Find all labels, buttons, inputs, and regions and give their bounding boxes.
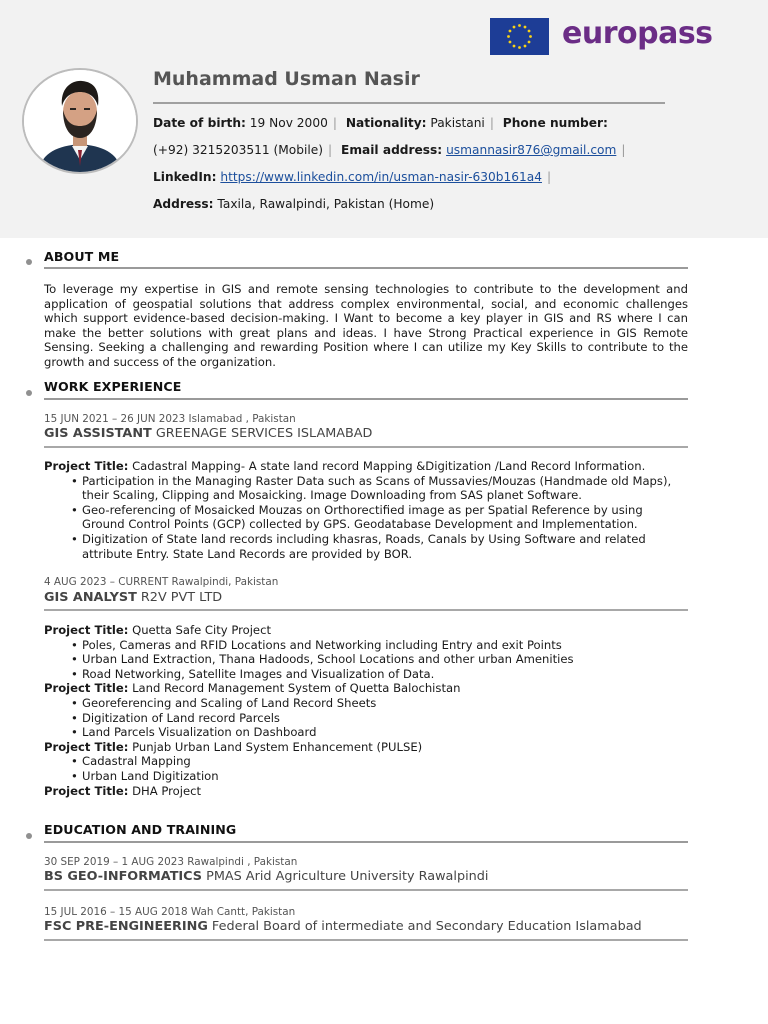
section-bullet xyxy=(26,259,32,265)
job-employer: R2V PVT LTD xyxy=(140,590,223,605)
project-title: Punjab Urban Land System Enhancement (PULSE) xyxy=(132,739,423,754)
project-title: Land Record Management System of Quetta Balochistan xyxy=(132,681,461,696)
education-degree: BS GEO-INFORMATICS xyxy=(44,869,203,884)
section-divider xyxy=(44,398,688,400)
education-institution: PMAS Arid Agriculture University Rawalpindi xyxy=(206,869,489,884)
project-bullets xyxy=(44,474,688,562)
project-title-line xyxy=(44,740,688,755)
project-title-line xyxy=(44,459,688,474)
project-title: Quetta Safe City Project xyxy=(132,623,271,637)
entry-divider xyxy=(44,889,688,891)
job-2-projects xyxy=(44,623,688,798)
job-meta: 15 JUN 2021 – 26 JUN 2023 Islamabad , Pakistan xyxy=(44,413,296,425)
list-item: • Digitization of State land records including khasras, Roads, Canals by Using Software and related attribute Entry. State Land Records are provided by BOR. xyxy=(71,531,646,561)
nationality-value: Pakistani xyxy=(430,116,485,130)
project-title-line xyxy=(44,623,688,638)
flag-star xyxy=(509,30,512,33)
email-label: Email address: xyxy=(341,143,443,157)
education-meta: 15 JUL 2016 – 15 AUG 2018 Wah Cantt, Pakistan xyxy=(44,906,296,918)
list-item: • Geo-referencing of Mosaicked Mouzas on Orthorectified image as per Spatial Reference by using Ground Control Points (GCP) collected by GPS. Geodatabase Development and Implementation. xyxy=(71,502,643,532)
list-item: • Urban Land Digitization xyxy=(71,768,219,783)
entry-divider xyxy=(44,446,688,448)
list-item: • Georeferencing and Scaling of Land Record Sheets xyxy=(71,695,377,710)
project-label: Project Title: xyxy=(44,623,129,637)
separator: | xyxy=(489,116,494,130)
linkedin-label: LinkedIn: xyxy=(153,170,217,184)
job-role: GIS ANALYST xyxy=(44,590,137,605)
job-meta: 4 AUG 2023 – CURRENT Rawalpindi, Pakistan xyxy=(44,576,279,588)
job-employer: GREENAGE SERVICES ISLAMABAD xyxy=(155,426,373,441)
list-item: • Poles, Cameras and RFID Locations and Networking including Entry and exit Points xyxy=(71,637,562,652)
project-label: Project Title: xyxy=(44,681,129,696)
separator: | xyxy=(546,170,552,184)
job-role: GIS ASSISTANT xyxy=(44,426,152,441)
list-item: • Cadastral Mapping xyxy=(71,754,191,769)
project-title: Cadastral Mapping- A state land record Mapping &Digitization /Land Record Information. xyxy=(132,459,646,473)
separator: | xyxy=(332,116,337,130)
entry-divider xyxy=(44,609,688,611)
project-bullets xyxy=(44,638,688,682)
section-divider xyxy=(44,267,688,269)
project-title: DHA Project xyxy=(132,783,201,798)
section-title-education: EDUCATION AND TRAINING xyxy=(44,822,237,837)
dob-label: Date of birth: xyxy=(153,116,246,130)
job-1-projects xyxy=(44,459,688,561)
flag-star xyxy=(529,35,532,38)
education-institution: Federal Board of intermediate and Secondary Education Islamabad xyxy=(211,919,642,934)
address-value: Taxila, Rawalpindi, Pakistan (Home) xyxy=(217,197,435,211)
list-item: • Road Networking, Satellite Images and Visualization of Data. xyxy=(71,666,435,681)
email-link[interactable]: usmannasir876@gmail.com xyxy=(446,143,617,157)
flag-star xyxy=(518,24,521,27)
section-bullet xyxy=(26,390,32,396)
entry-divider xyxy=(44,939,688,941)
flag-star xyxy=(528,30,531,33)
phone-value: (+92) 3215203511 (Mobile) xyxy=(153,143,324,157)
project-label: Project Title: xyxy=(44,783,129,798)
linkedin-link[interactable]: https://www.linkedin.com/in/usman-nasir-630b161a4 xyxy=(220,170,542,184)
education-title xyxy=(44,869,488,884)
education-degree: FSC PRE-ENGINEERING xyxy=(44,919,208,934)
education-title xyxy=(44,919,642,934)
job-title xyxy=(44,590,222,605)
section-divider xyxy=(44,841,688,843)
flag-star xyxy=(507,35,510,38)
info-line-1 xyxy=(153,116,608,130)
info-line-2 xyxy=(153,143,630,157)
flag-star xyxy=(528,41,531,44)
full-name: Muhammad Usman Nasir xyxy=(153,68,420,90)
dob-value: 19 Nov 2000 xyxy=(249,116,328,130)
eu-flag-icon xyxy=(490,18,549,55)
section-bullet xyxy=(26,833,32,839)
flag-star xyxy=(513,45,516,48)
name-divider xyxy=(153,102,665,104)
job-title xyxy=(44,426,372,441)
info-line-4 xyxy=(153,197,434,211)
phone-label: Phone number: xyxy=(502,116,608,130)
section-title-work: WORK EXPERIENCE xyxy=(44,379,182,394)
project-title-line xyxy=(44,784,688,799)
avatar xyxy=(22,68,138,174)
project-title-line xyxy=(44,681,688,696)
europass-logo[interactable]: europass xyxy=(562,16,713,51)
list-item: • Participation in the Managing Raster Data such as Scans of Mussavies/Mouzas (Handmade old Maps), their Scaling, Clipping and Mosaicking. Image Downloading from SAS planet Software. xyxy=(71,473,672,503)
list-item: • Urban Land Extraction, Thana Hadoods, School Locations and other urban Amenities xyxy=(71,652,574,667)
flag-star xyxy=(524,26,527,29)
about-text: To leverage my expertise in GIS and remote sensing technologies to contribute to the development and application of geospatial solutions that address complex environmental, social, and economic challenges which support evidence-based decision-making. I Want to become a key player in GIS and RS where I can make the better solutions with great plans and ideas. I have Strong Practical experience in GIS Remote Sensing. Seeking a challenging and rewarding Position where I can utilize my Key Skills to contribute to the growth and success of the organization. xyxy=(44,282,688,369)
nationality-label: Nationality: xyxy=(345,116,427,130)
project-label: Project Title: xyxy=(44,739,129,754)
section-title-about: ABOUT ME xyxy=(44,249,120,264)
project-bullets xyxy=(44,754,688,783)
separator: | xyxy=(621,143,626,157)
flag-star xyxy=(513,26,516,29)
list-item: • Digitization of Land record Parcels xyxy=(71,710,280,725)
education-meta: 30 SEP 2019 – 1 AUG 2023 Rawalpindi , Pakistan xyxy=(44,856,298,868)
flag-star xyxy=(509,41,512,44)
list-item: • Land Parcels Visualization on Dashboard xyxy=(71,725,317,740)
project-bullets xyxy=(44,696,688,740)
flag-star xyxy=(524,45,527,48)
address-label: Address: xyxy=(153,197,214,211)
project-label: Project Title: xyxy=(44,459,129,473)
separator: | xyxy=(328,143,333,157)
flag-star xyxy=(518,46,521,49)
info-line-3 xyxy=(153,170,556,184)
